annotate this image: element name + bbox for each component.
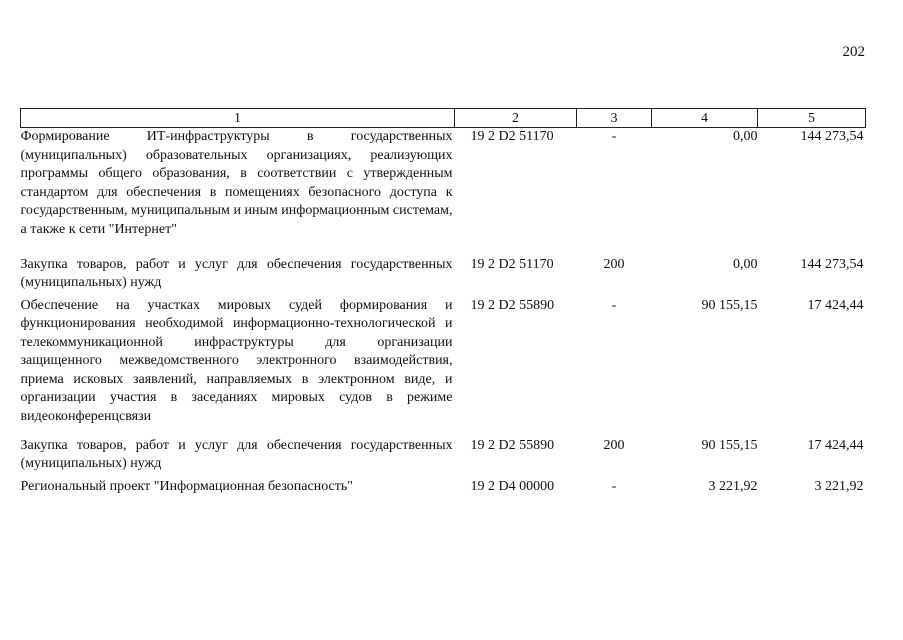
row-code: 19 2 D4 00000 (470, 478, 555, 494)
row-type: 200 (603, 437, 625, 453)
row-code: 19 2 D2 51170 (470, 129, 554, 144)
table-row (21, 478, 866, 497)
row-name: Обеспечение на участках мировых судей формирования и функционирования необходимой информационно-технологической и телекоммуникационной инфраструктуры для организации защищенного межведомственного электронного взаимодействия, приема исковых заявлений, направляемых в электронном виде, и организации участия в заседаниях мировых судов в режиме видеоконференцсвязи (20, 297, 453, 424)
row-amount-b: 17 424,44 (807, 437, 864, 453)
row-amount-b: 3 221,92 (814, 478, 864, 494)
row-amount-a: 3 221,92 (708, 478, 758, 494)
row-name: Закупка товаров, работ и услуг для обеспечения государственных (муниципальных) нужд (20, 437, 453, 471)
row-code: 19 2 D2 55890 (470, 437, 555, 453)
table-row (21, 256, 866, 297)
row-type: - (611, 129, 617, 144)
table-row (21, 437, 866, 478)
column-header-1: 1 (21, 109, 455, 128)
row-amount-b: 17 424,44 (807, 297, 864, 313)
row-type: - (611, 478, 617, 494)
row-code: 19 2 D2 51170 (470, 256, 554, 272)
column-header-5: 5 (758, 109, 866, 128)
row-amount-a: 0,00 (733, 129, 758, 144)
row-type: 200 (603, 256, 625, 272)
page-number: 202 (842, 44, 865, 60)
column-header-4: 4 (652, 109, 758, 128)
row-amount-a: 90 155,15 (701, 437, 758, 453)
row-type: - (611, 297, 617, 313)
column-header-2: 2 (455, 109, 577, 128)
row-amount-a: 90 155,15 (701, 297, 758, 313)
row-name: Закупка товаров, работ и услуг для обеспечения государственных (муниципальных) нужд (20, 256, 453, 290)
row-name: Региональный проект "Информационная безопасность" (20, 478, 353, 494)
row-code: 19 2 D2 55890 (470, 297, 555, 313)
column-header-3: 3 (577, 109, 652, 128)
table-row (21, 128, 866, 256)
budget-table (20, 108, 866, 496)
row-amount-b: 144 273,54 (800, 256, 864, 272)
row-name: Формирование ИТ-инфраструктуры в государственных (муниципальных) образовательных организациях, реализующих программы общего образования, в соответствии с утвержденным стандартом для обеспечения в помещениях безопасного доступа к государственным, муниципальным и иным информационным системам, а также к сети "Интернет" (20, 129, 453, 237)
table-row (21, 297, 866, 437)
row-amount-a: 0,00 (733, 256, 758, 272)
row-amount-b: 144 273,54 (800, 129, 864, 144)
table-header-row (21, 109, 866, 128)
